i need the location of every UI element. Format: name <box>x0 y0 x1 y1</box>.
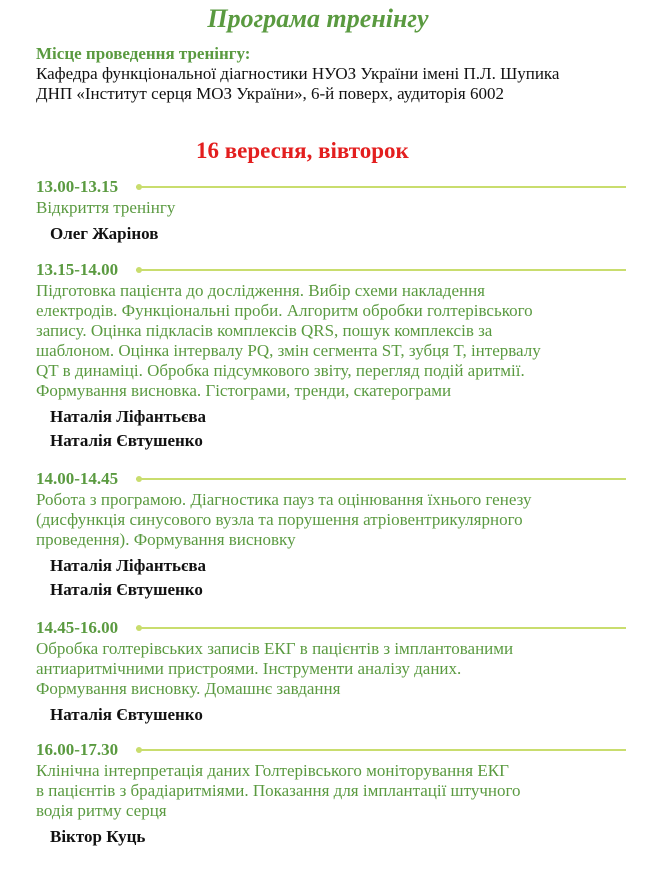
session-speaker: Наталія Євтушенко <box>50 431 203 450</box>
session-description: Клінічна інтерпретація даних Голтерівського моніторування ЕКГ в пацієнтів з брадіаритміями. Показання для імплантації штучного водія ритму серця <box>36 761 521 820</box>
session-block <box>36 176 626 244</box>
timeline-divider <box>136 749 626 751</box>
timeline-divider <box>136 627 626 629</box>
session-time: 13.00-13.15 <box>36 177 119 196</box>
session-description: Відкриття тренінгу <box>36 198 176 217</box>
session-time-row <box>36 468 626 490</box>
session-speaker: Наталія Євтушенко <box>50 705 203 724</box>
venue-line-1: Кафедра функціональної діагностики НУОЗ України імені П.Л. Шупика <box>36 64 560 83</box>
session-time: 14.00-14.45 <box>36 469 119 488</box>
session-description: Обробка голтерівських записів ЕКГ в пацієнтів з імплантованими антиаритмічними пристроями. Інструменти аналізу даних. Формування висновку. Домашнє завдання <box>36 639 514 698</box>
session-description: Робота з програмою. Діагностика пауз та оцінювання їхнього генезу (дисфункція синусового вузла та порушення атріовентрикулярного проведення). Формування висновку <box>36 490 532 549</box>
page-title: Програма тренінгу <box>207 4 429 33</box>
session-description: Підготовка пацієнта до дослідження. Вибір схеми накладення електродів. Функціональні проби. Алгоритм обробки голтерівського запису. Оцінка підкласів комплексів QRS, пошук комплексів за шаблоном. Оцінка інтервалу PQ, змін сегмента ST, зубця T, інтервалу QT в динаміці. Обробка підсумкового звіту, перегляд подій аритмії. Формування висновка. Гістограми, тренди, скатерограми <box>36 281 541 400</box>
session-time: 13.15-14.00 <box>36 260 119 279</box>
date-heading: 16 вересня, вівторок <box>196 138 409 163</box>
session-speaker: Наталія Євтушенко <box>50 580 203 599</box>
venue-line-2: ДНП «Інститут серця МОЗ України», 6-й поверх, аудиторія 6002 <box>36 84 504 103</box>
session-time: 14.45-16.00 <box>36 618 119 637</box>
session-time-row <box>36 739 626 761</box>
venue-label: Місце проведення тренінгу: <box>36 44 251 63</box>
session-block <box>36 468 626 600</box>
session-block <box>36 739 626 847</box>
session-time-row <box>36 617 626 639</box>
timeline-divider <box>136 478 626 480</box>
session-speaker: Наталія Ліфантьєва <box>50 556 207 575</box>
venue-block <box>36 44 636 104</box>
session-time-row <box>36 259 626 281</box>
session-block <box>36 259 626 451</box>
timeline-divider <box>136 269 626 271</box>
session-speaker: Наталія Ліфантьєва <box>50 407 207 426</box>
session-speaker: Віктор Куць <box>50 827 146 846</box>
session-speaker: Олег Жарінов <box>50 224 159 243</box>
timeline-divider <box>136 186 626 188</box>
session-block <box>36 617 626 725</box>
session-time: 16.00-17.30 <box>36 740 119 759</box>
session-time-row <box>36 176 626 198</box>
